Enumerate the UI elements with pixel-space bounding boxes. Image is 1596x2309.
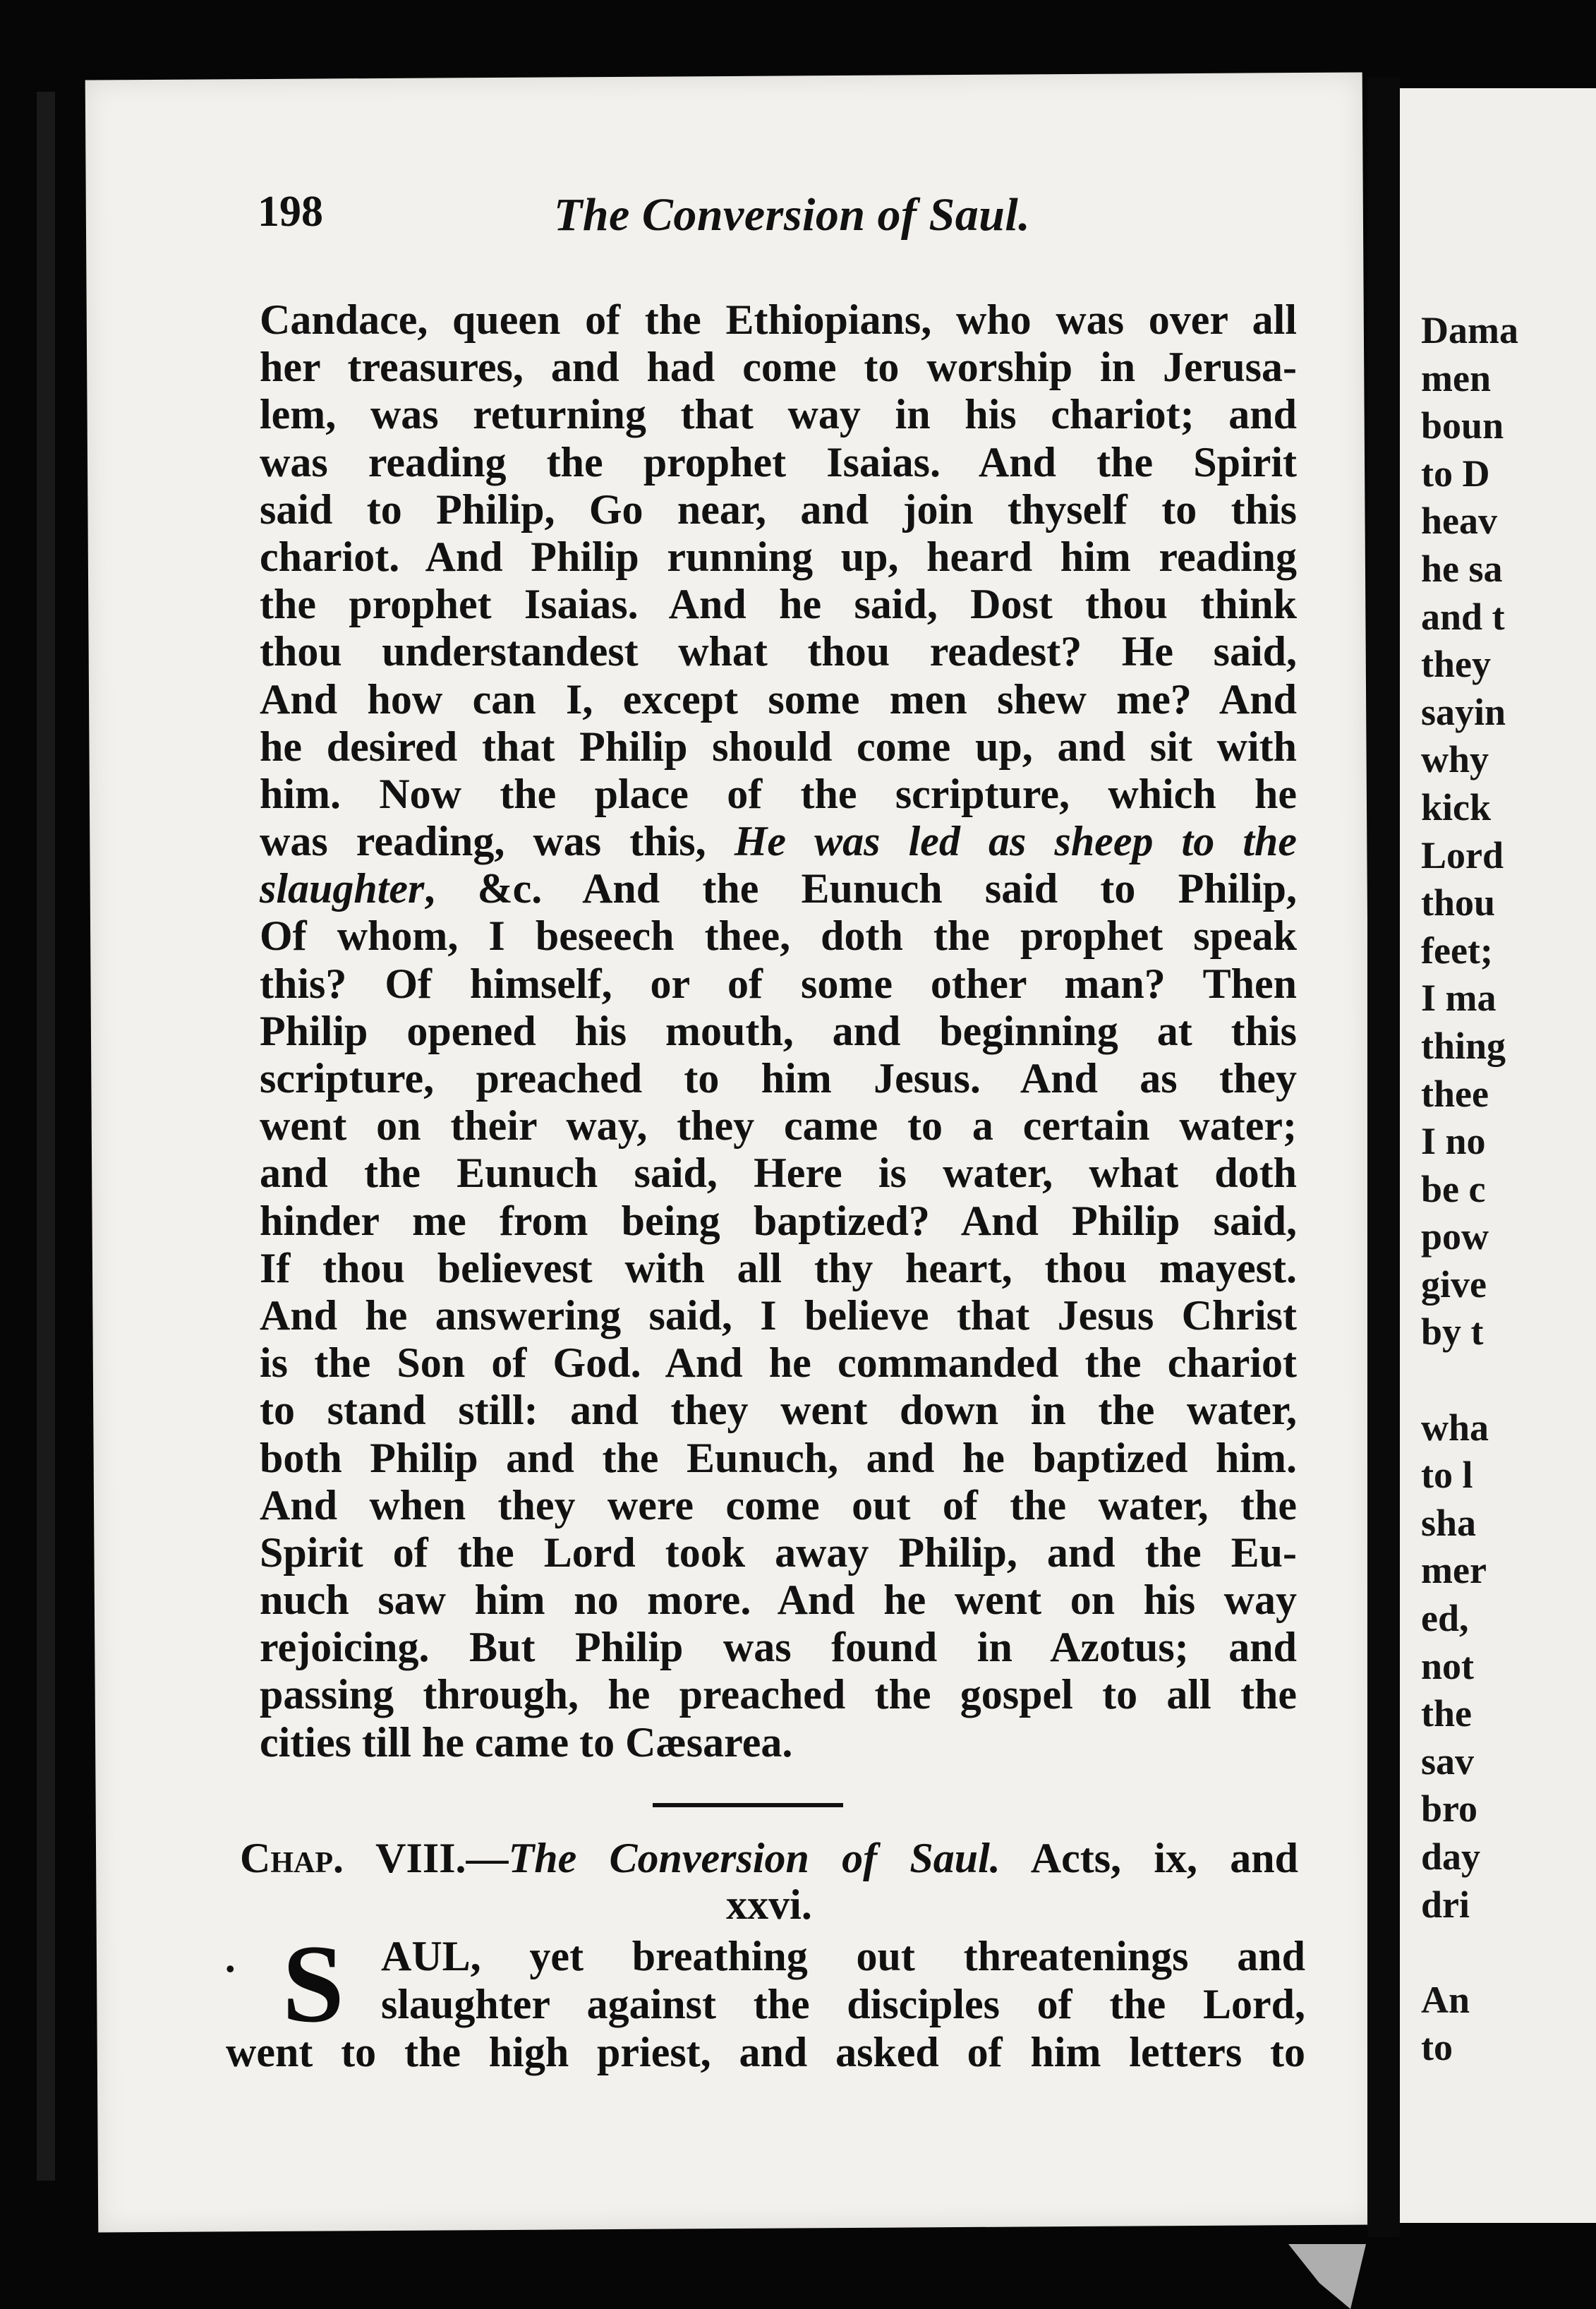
page-header [258, 187, 1316, 251]
drop-cap: S [282, 1922, 344, 2046]
text-line: said to Philip, Go near, and join thyself to this [260, 486, 1297, 533]
text-line: her treasures, and had come to worship in Jerusa- [260, 344, 1297, 391]
text-line: If thou believest with all thy heart, thou mayest. [260, 1244, 1297, 1291]
text-line: Of whom, I beseech thee, doth the prophet speak [260, 912, 1297, 960]
chapter-heading [240, 1835, 1298, 1928]
running-head: The Conversion of Saul. [554, 189, 1031, 241]
text-line: he desired that Philip should come up, and sit with [260, 723, 1297, 770]
text-line: to stand still: and they went down in the water, [260, 1387, 1297, 1434]
text-line: passing through, he preached the gospel to all the [260, 1671, 1297, 1718]
chapter-heading-line [240, 1835, 1298, 1881]
text-line: this? Of himself, or of some other man? Then [260, 960, 1297, 1007]
text-line: cities till he came to Cæsarea. [260, 1718, 793, 1766]
text-line: and the Eunuch said, Here is water, what doth [260, 1150, 1297, 1197]
text-line: Candace, queen of the Ethiopians, who was over all [260, 296, 1297, 343]
text-line: is the Son of God. And he commanded the chariot [260, 1339, 1297, 1387]
text-line: both Philip and the Eunuch, and he baptized him. [260, 1434, 1297, 1481]
text-segment: , &c. And the Eunuch said to Philip, [424, 865, 1297, 912]
text-line: rejoicing. But Philip was found in Azotus; and [260, 1624, 1297, 1671]
text-line: hinder me from being baptized? And Philip said, [260, 1197, 1297, 1244]
text-line-mixed [260, 818, 1297, 865]
section-rule [653, 1803, 843, 1807]
opening-line: went to the high priest, and asked of him letters to [226, 2029, 1305, 2075]
book-gutter [1367, 78, 1400, 2237]
text-line: went on their way, they came to a certain water; [260, 1102, 1297, 1150]
text-line: scripture, preached to him Jesus. And as they [260, 1055, 1297, 1102]
italic-quote: He was led as sheep to the [734, 818, 1297, 865]
text-line: And how can I, except some men shew me? And [260, 675, 1297, 723]
text-line: the prophet Isaias. And he said, Dost thou think [260, 581, 1297, 628]
chapter-opening [226, 1922, 1305, 2076]
text-line: nuch saw him no more. And he went on his way [260, 1576, 1297, 1624]
chapter-reference-cont: xxvi. [726, 1881, 812, 1928]
opening-line: AUL, yet breathing out threatenings and [381, 1933, 1305, 1979]
text-line: him. Now the place of the scripture, which he [260, 770, 1297, 817]
text-line: Spirit of the Lord took away Philip, and the Eu- [260, 1529, 1297, 1576]
chapter-title: The Conversion of Saul. [508, 1835, 1000, 1881]
facing-page-fragment: Dama men boun to D heav he sa and t they sayin why kick Lord thou feet; I ma thing thee I no be c pow give by t wha to l sha mer ed, not the sav bro day dri An to [1421, 309, 1518, 2069]
text-line: thou understandest what thou readest? He said, [260, 628, 1297, 675]
text-line: lem, was returning that way in his chariot; and [260, 391, 1297, 438]
book-edge-left [37, 92, 55, 2181]
italic-quote-end: slaughter [260, 865, 425, 912]
chapter-reference: Acts, ix, and [1030, 1835, 1299, 1881]
text-line: was reading the prophet Isaias. And the Spirit [260, 438, 1297, 486]
opening-line: slaughter against the disciples of the Lord, [381, 1981, 1305, 2027]
margin-bullet: • [226, 1955, 235, 1983]
text-line: And he answering said, I believe that Jesus Christ [260, 1291, 1297, 1339]
text-line [260, 865, 1297, 912]
text-segment: was reading, was this, [260, 818, 706, 865]
body-text [260, 296, 1297, 1766]
text-line: Philip opened his mouth, and beginning at this [260, 1007, 1297, 1054]
text-line: chariot. And Philip running up, heard him reading [260, 533, 1297, 580]
page-number: 198 [258, 188, 323, 236]
right-page [1400, 88, 1596, 2223]
chapter-label: Chap. VIII.— [240, 1835, 509, 1881]
text-line: And when they were come out of the water, the [260, 1481, 1297, 1529]
